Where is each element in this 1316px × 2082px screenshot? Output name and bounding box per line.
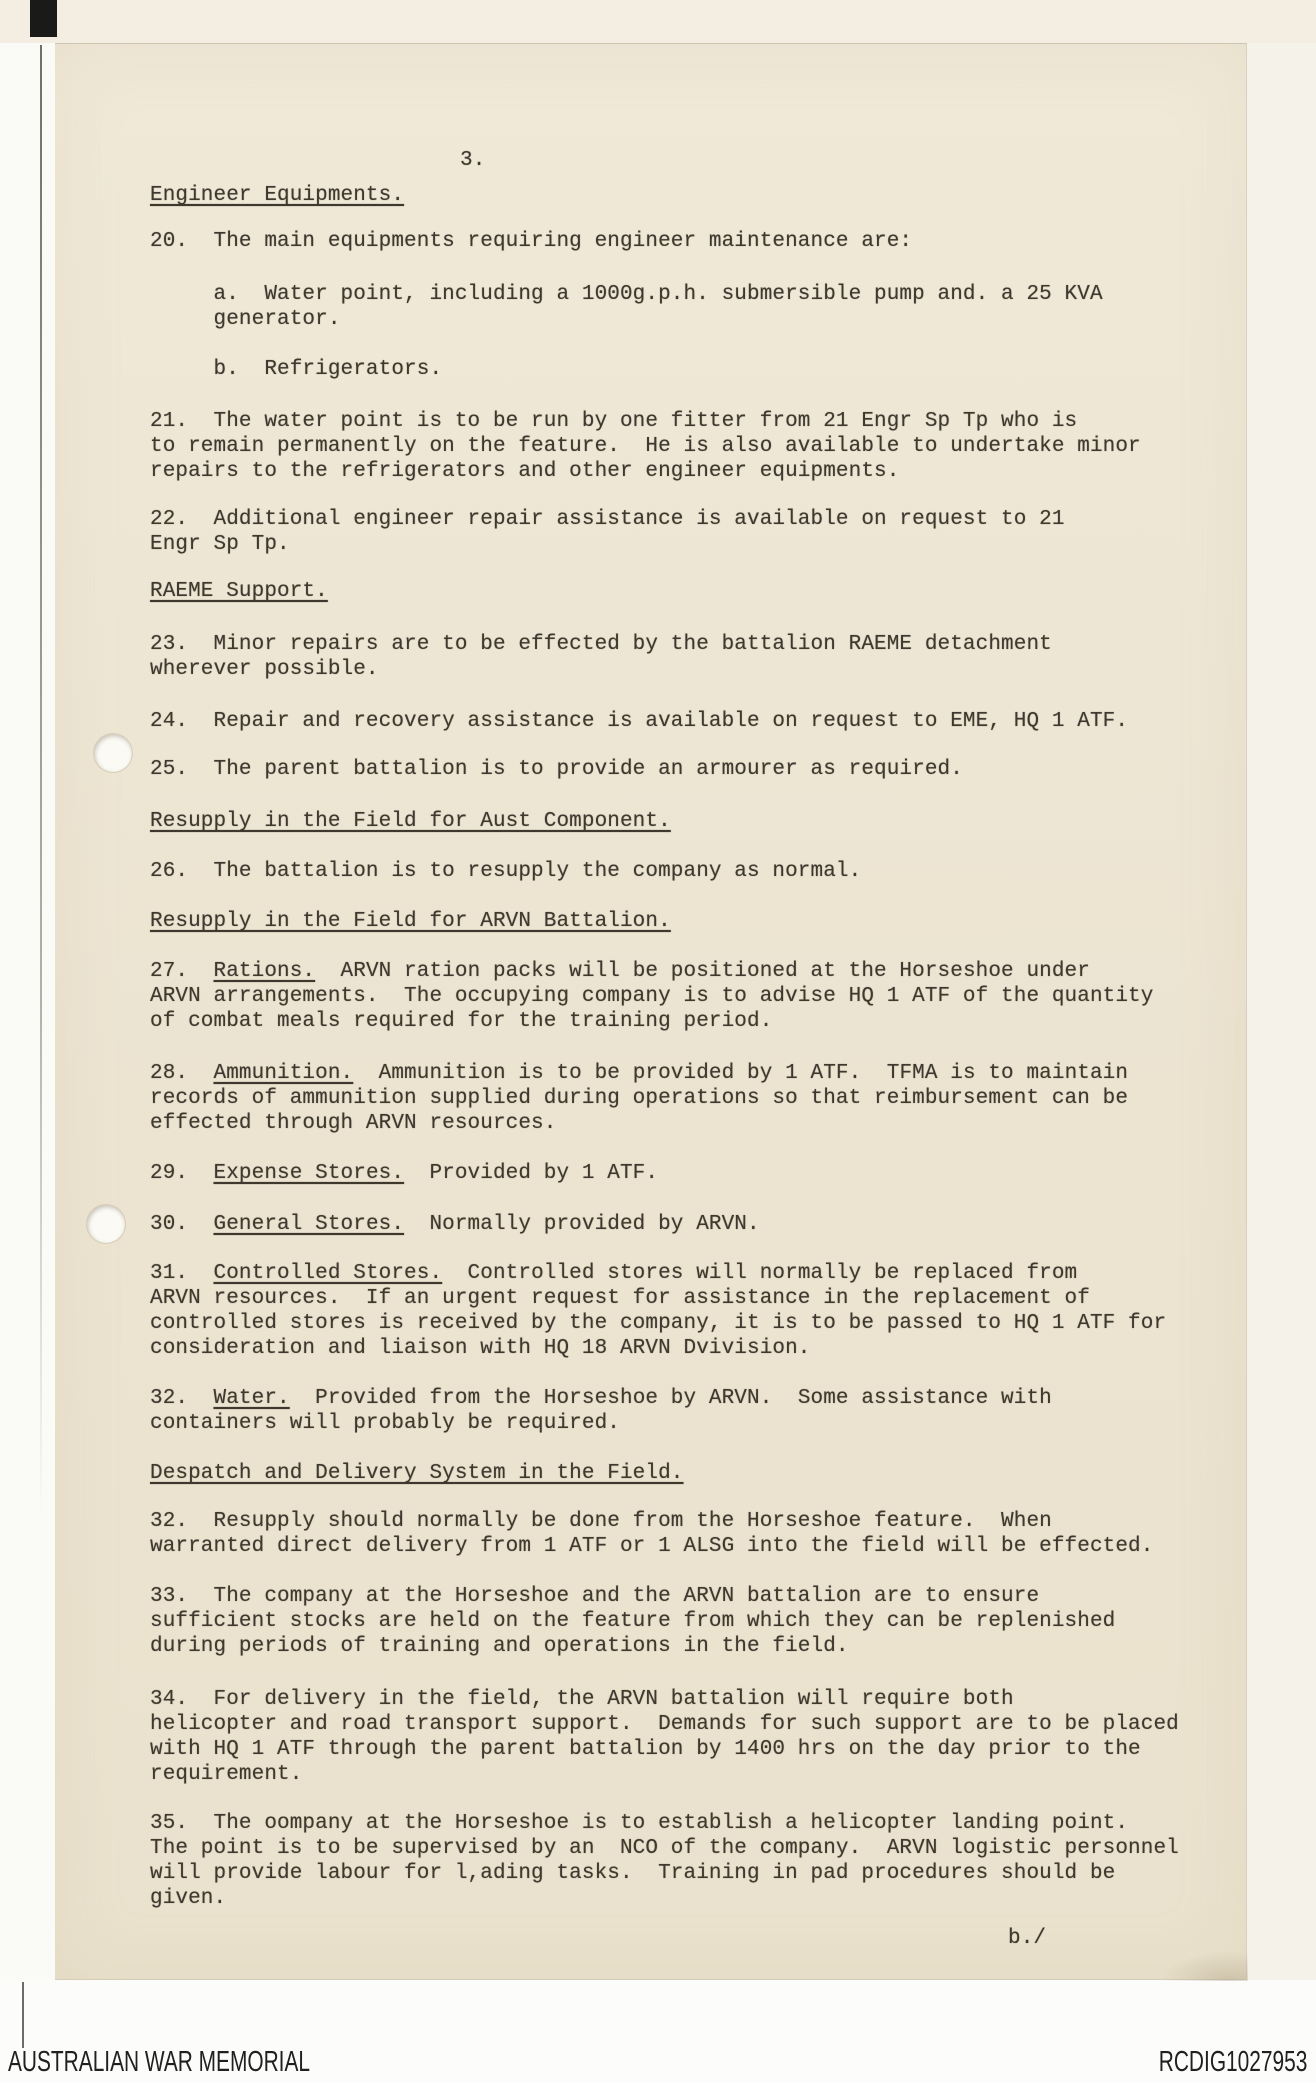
heading-engineer-equipments: Engineer Equipments. — [150, 184, 405, 207]
archive-name-label: AUSTRALIAN WAR MEMORIAL — [8, 2046, 311, 2078]
scan-corner-mark — [30, 0, 57, 37]
paragraph-26: 26. The battalion is to resupply the company as normal. — [150, 860, 862, 883]
page-number: 3. — [460, 149, 486, 172]
paragraph-32-resupply: 32. Resupply should normally be done from the Horseshoe feature. When warranted direct delivery from 1 ATF or 1 ALSG into the field will be effected. — [150, 1510, 1154, 1558]
archive-reference-id: RCDIG1027953 — [1158, 2046, 1307, 2078]
paragraph-34: 34. For delivery in the field, the ARVN battalion will require both helicopter and road transport support. Demands for such support are to be placed with HQ 1 ATF through the parent battalion by 1400 hrs on the day prior to the requirement. — [150, 1688, 1179, 1786]
paragraph-28: 28. Ammunition. Ammunition is to be provided by 1 ATF. TFMA is to maintain records of ammunition supplied during operations so that reimbursement can be effected through ARVN resources. — [150, 1062, 1129, 1135]
paragraph-24: 24. Repair and recovery assistance is available on request to EME, HQ 1 ATF. — [150, 710, 1129, 733]
list-item-a: a. Water point, including a 1000g.p.h. submersible pump and. a 25 KVA generator. — [150, 283, 1103, 331]
paragraph-22: 22. Additional engineer repair assistance is available on request to 21 Engr Sp Tp. — [150, 508, 1065, 556]
scan-left-margin — [0, 43, 55, 1980]
paragraph-30: 30. General Stores. Normally provided by ARVN. — [150, 1213, 760, 1236]
paragraph-32-water: 32. Water. Provided from the Horseshoe by ARVN. Some assistance with containers will probably be required. — [150, 1387, 1052, 1435]
heading-resupply-aust: Resupply in the Field for Aust Component. — [150, 810, 671, 833]
paragraph-25: 25. The parent battalion is to provide an armourer as required. — [150, 758, 963, 781]
paragraph-33: 33. The company at the Horseshoe and the ARVN battalion are to ensure sufficient stocks are held on the feature from which they can be replenished during periods of training and operations in the field. — [150, 1585, 1116, 1658]
paragraph-21: 21. The water point is to be run by one fitter from 21 Engr Sp Tp who is to remain permanently on the feature. He is also available to undertake minor repairs to the refrigerators and other engineer equipments. — [150, 410, 1141, 483]
bottom-edge-line — [22, 1982, 24, 2048]
page-edge-line — [40, 45, 42, 1520]
page-corner-shadow — [1160, 1951, 1248, 1981]
paragraph-29: 29. Expense Stores. Provided by 1 ATF. — [150, 1162, 659, 1185]
paragraph-35: 35. The oompany at the Horseshoe is to establish a helicopter landing point. The point is to be supervised by an NCO of the company. ARVN logistic personnel will provide labour for l,ading tasks. Training in pad procedures should be given. — [150, 1812, 1179, 1910]
list-item-b: b. Refrigerators. — [150, 358, 443, 381]
scan-top-band — [0, 0, 1316, 43]
paragraph-31: 31. Controlled Stores. Controlled stores will normally be replaced from ARVN resources. If an urgent request for assistance in the replacement of controlled stores is received by the company, it is to be passed to HQ 1 ATF for consideration and liaison with HQ 18 ARVN Dvivision. — [150, 1262, 1167, 1360]
heading-raeme-support: RAEME Support. — [150, 580, 328, 603]
heading-resupply-arvn: Resupply in the Field for ARVN Battalion. — [150, 910, 671, 933]
heading-despatch-delivery: Despatch and Delivery System in the Field. — [150, 1462, 684, 1485]
hole-punch — [94, 734, 132, 772]
hole-punch — [87, 1205, 125, 1243]
paragraph-27: 27. Rations. ARVN ration packs will be positioned at the Horseshoe under ARVN arrangements. The occupying company is to advise HQ 1 ATF of the quantity of combat meals required for the training period. — [150, 960, 1154, 1033]
paragraph-23: 23. Minor repairs are to be effected by the battalion RAEME detachment wherever possible. — [150, 633, 1052, 681]
catchword: b./ — [1008, 1927, 1047, 1950]
scan-right-margin — [1247, 43, 1316, 1980]
paragraph-20: 20. The main equipments requiring engineer maintenance are: — [150, 230, 913, 253]
